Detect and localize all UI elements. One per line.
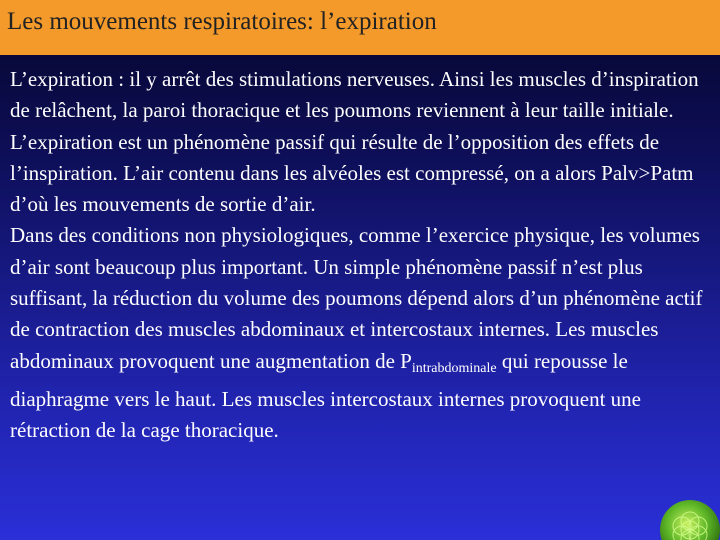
slide-body xyxy=(10,64,718,447)
green-globe-icon xyxy=(654,488,720,540)
paragraph-expiration-active xyxy=(10,223,702,442)
paragraph-expiration-passive: L’expiration : il y arrêt des stimulations nerveuses. Ainsi les muscles d’inspiration de relâchent, la paroi thoracique et les poumons reviennent à leur taille initiale. L’expiration est un phénomène passif qui résulte de l’opposition des effets de l’inspiration. L’air contenu dans les alvéoles est compressé, on a alors Palv>Patm d’où les mouvements de sortie d’air. xyxy=(10,67,699,217)
paragraph-active-text: Dans des conditions non physiologiques, comme l’exercice physique, les volumes d’air sont beaucoup plus important. Un simple phénomène passif n’est plus suffisant, la réduction du volume des poumons dépend alors d’un phénomène actif de contraction des muscles abdominaux et intercostaux internes. Les muscles abdominaux provoquent une augmentation de P xyxy=(10,223,703,373)
title-bar xyxy=(0,0,720,55)
pressure-subscript: intrabdominale xyxy=(411,360,497,376)
slide-title: Les mouvements respiratoires: l’expiration xyxy=(7,8,437,35)
paragraph-active-text-end: qui repousse le diaphragme vers le haut. Les muscles intercostaux internes provoquent une rétraction de la cage thoracique. xyxy=(10,348,641,443)
